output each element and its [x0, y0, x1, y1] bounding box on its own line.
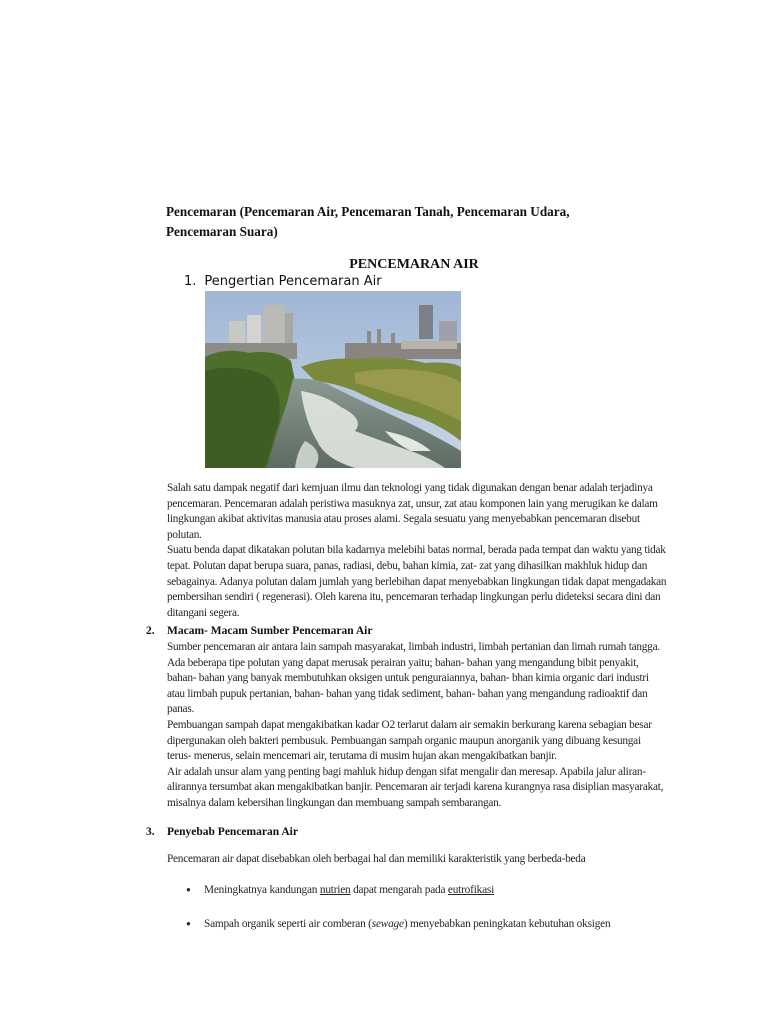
section2-body — [167, 640, 667, 812]
paragraph: Air adalah unsur alam yang penting bagi mahluk hidup dengan sifat mengalir dan meresap. Apabila jalur aliran- alirannya tersumbat akan mengakibatkan banjir. Pencemaran air terjadi karena kurangnya rasa disiplian masyarakat, misalnya dalam kebersihan lingkungan dan membuang sampah sembarangan. — [167, 765, 664, 809]
section1-title: Pengertian Pencemaran Air — [204, 274, 382, 289]
section1-number: 1. — [184, 274, 197, 289]
bullet-dot-icon: ● — [186, 919, 191, 928]
nutrien-link[interactable]: nutrien — [319, 884, 351, 896]
section2-heading — [146, 625, 372, 637]
section1-heading — [184, 274, 382, 289]
section3-title: Penyebab Pencemaran Air — [167, 826, 298, 838]
paragraph: Suatu benda dapat dikatakan polutan bila kadarnya melebihi batas normal, berada pada tempat dan waktu yang tidak tepat. Polutan dapat berupa suara, panas, radiasi, debu, bahan kimia, zat- zat yang dihasilkan makhluk hidup dan sebagainya. Adanya polutan dalam jumlah yang berlebihan dapat menyebabkan lingkungan tidak dapat mengadakan pembersihan sendiri ( regenerasi). Oleh karena itu, pencemaran terhadap lingkungan perlu dideteksi secara dini dan ditangani segera. — [167, 544, 667, 619]
paragraph: Sumber pencemaran air antara lain sampah masyarakat, limbah industri, limbah pertanian dan limah rumah tangga. Ada beberapa tipe polutan yang dapat merusak perairan yaitu; bahan- bahan yang mengandung bibit penyakit, bahan- bahan yang banyak membutuhkan oksigen untuk penguraiannya, bahan- bhan kimia organic dari industri atau limbah pupuk pertanian, bahan- bahan yang tidak sediment, bahan- bahan yang mengandung radioaktif dan panas. — [167, 641, 660, 716]
paragraph: Pembuangan sampah dapat mengakibatkan kadar O2 terlarut dalam air semakin berkurang karena sebagian besar dipergunakan oleh bakteri pembusuk. Pembuangan sampah organic maupun anorganik yang dibuang kesungai terus- menerus, selain mencemari air, terutama di musim hujan akan mengakibatkan banjir. — [167, 718, 652, 763]
section3-intro: Pencemaran air dapat disebabkan oleh berbagai hal dan memiliki karakteristik yang berbeda-beda — [167, 853, 586, 865]
bullet-item: ● Sampah organik seperti air comberan (sewage) menyebabkan peningkatan kebutuhan oksigen — [186, 918, 611, 930]
paragraph: Salah satu dampak negatif dari kemjuan ilmu dan teknologi yang tidak digunakan dengan benar adalah terjadinya pencemaran. Pencemaran adalah peristiwa masuknya zat, unsur, zat atau komponen lain yang merugikan ke dalam lingkungan akibat aktivitas manusia atau proses alami. Segala sesuatu yang menyebabkan pencemaran disebut polutan. — [167, 482, 658, 541]
eutrofikasi-link[interactable]: eutrofikasi — [447, 884, 495, 896]
section2-title: Macam- Macam Sumber Pencemaran Air — [167, 625, 373, 637]
section-heading: PENCEMARAN AIR — [349, 257, 479, 272]
section3-heading — [146, 826, 298, 838]
section3-number: 3. — [146, 826, 155, 838]
bullet-item: ● Meningkatnya kandungan nutrien dapat mengarah pada eutrofikasi — [186, 884, 495, 896]
bullet-dot-icon: ● — [186, 885, 191, 894]
section1-body — [167, 481, 667, 621]
document-title: Pencemaran (Pencemaran Air, Pencemaran Tanah, Pencemaran Udara, Pencemaran Suara) — [166, 204, 570, 239]
river-pollution-photo — [205, 291, 461, 468]
section2-number: 2. — [146, 625, 155, 637]
sewage-term: sewage — [371, 918, 404, 930]
